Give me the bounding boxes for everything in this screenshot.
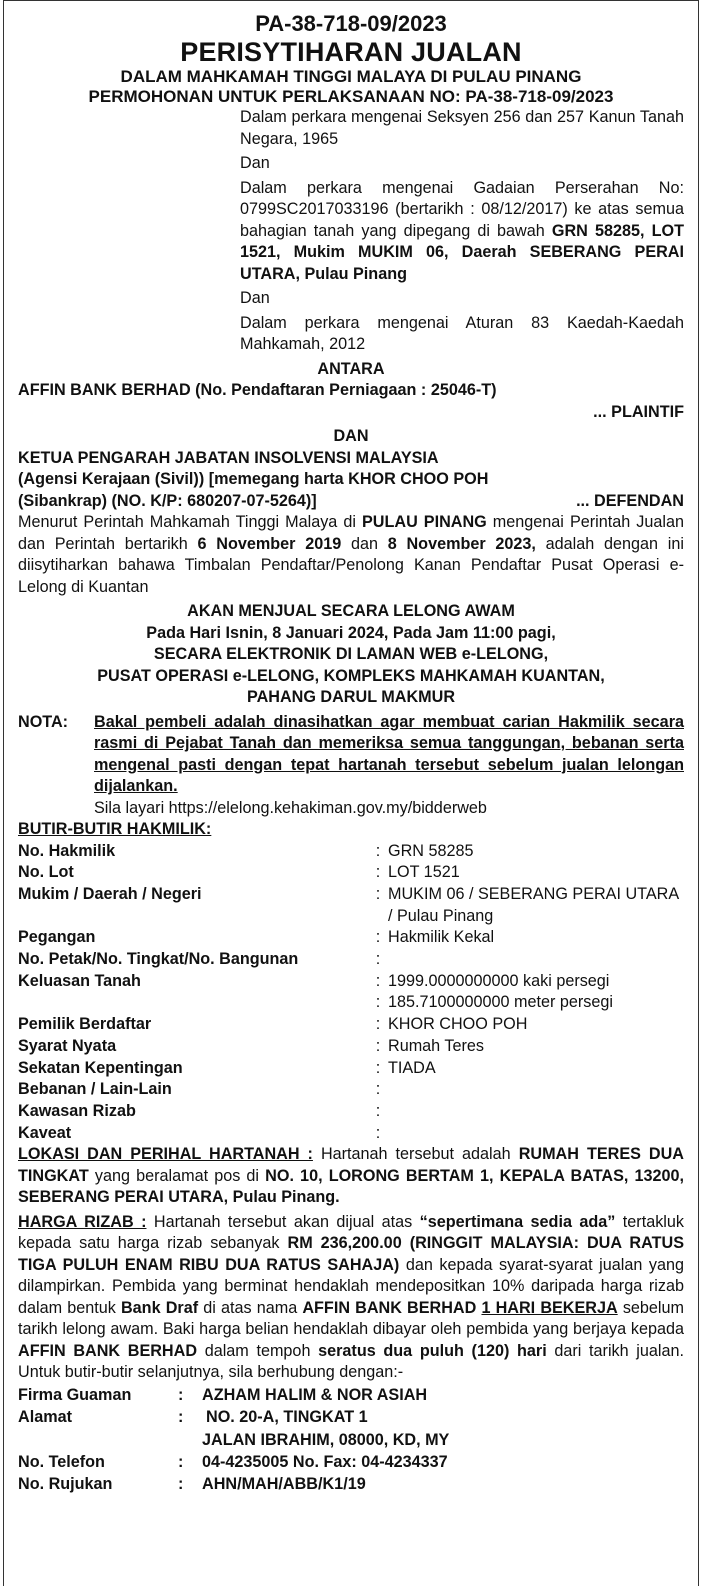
reference-row bbox=[18, 1473, 684, 1495]
title-detail-row bbox=[18, 1101, 684, 1123]
order-text-2: mengenai Perintah Jualan dan Perintah bertarikh bbox=[18, 513, 684, 553]
reserve-text-1: Hartanah tersebut akan dijual atas bbox=[146, 1212, 420, 1231]
reserve-condition: “sepertimana sedia ada” bbox=[419, 1212, 616, 1231]
payee-name-2: AFFIN BANK BERHAD bbox=[18, 1341, 198, 1360]
title-detail-label: No. Petak/No. Tingkat/No. Bangunan bbox=[18, 950, 299, 969]
title-detail-value: GRN 58285 bbox=[388, 841, 474, 860]
firm-row bbox=[18, 1384, 684, 1406]
title-detail-label: Syarat Nyata bbox=[18, 1036, 117, 1055]
auction-line-1: AKAN MENJUAL SECARA LELONG AWAM bbox=[187, 602, 515, 620]
title-detail-value: Rumah Teres bbox=[388, 1036, 484, 1055]
matter-and-1: Dan bbox=[240, 154, 270, 172]
nota-text: Bakal pembeli adalah dinasihatkan agar membuat carian Hakmilik secara rasmi di Pejabat Tanah dan memeriksa semua tanggungan, bebanan serta mengenal pasti dengan tepat hartanah tersebut sebelum jualan lelongan dijalankan. bbox=[94, 712, 684, 795]
sale-notice bbox=[3, 0, 699, 1586]
order-text-3: dan bbox=[341, 534, 388, 553]
title-detail-row bbox=[18, 862, 684, 884]
auction-block bbox=[18, 601, 684, 709]
title-detail-row bbox=[18, 1079, 684, 1101]
title-details-heading: BUTIR-BUTIR HAKMILIK: bbox=[18, 820, 212, 838]
title-detail-label bbox=[18, 992, 368, 1014]
matters-block bbox=[240, 107, 684, 356]
title-detail-colon: : bbox=[375, 1080, 381, 1099]
order-text-1: Menurut Perintah Mahkamah Tinggi Malaya di bbox=[18, 513, 362, 531]
title-detail-label: Mukim / Daerah / Negeri bbox=[18, 884, 202, 903]
title-detail-row bbox=[18, 971, 684, 993]
order-text-4: adalah dengan ini diisytiharkan bahawa Timbalan Pendaftar/Penolong Kanan Pendaftar Pusat Operasi e-Lelong di Kuantan bbox=[18, 534, 684, 596]
phone-colon: : bbox=[178, 1453, 184, 1472]
location-text-2: yang beralamat pos di bbox=[88, 1166, 266, 1185]
title-detail-row bbox=[18, 992, 684, 1014]
firm-value: AZHAM HALIM & NOR ASIAH bbox=[202, 1385, 428, 1404]
title-detail-value bbox=[388, 949, 684, 971]
payee-name: AFFIN BANK BERHAD bbox=[302, 1298, 477, 1317]
payment-method: Bank Draf bbox=[120, 1298, 199, 1317]
title-detail-value: Hakmilik Kekal bbox=[388, 928, 495, 947]
reference-colon: : bbox=[178, 1475, 184, 1494]
application-number: PERMOHONAN UNTUK PERLAKSANAAN NO: PA-38-718-09/2023 bbox=[88, 87, 614, 106]
auction-line-4: PUSAT OPERASI e-LELONG, KOMPLEKS MAHKAMAH KUANTAN, bbox=[97, 666, 605, 685]
reserve-text-8: dari tarikh jualan. Untuk butir-butir selanjutnya, sila berhubung dengan:- bbox=[18, 1341, 685, 1382]
reserve-heading: HARGA RIZAB : bbox=[18, 1212, 147, 1231]
address-colon: : bbox=[178, 1408, 184, 1427]
matter-2-property: GRN 58285, LOT 1521, Mukim MUKIM 06, Daerah SEBERANG PERAI UTARA, Pulau Pinang bbox=[240, 221, 684, 283]
defendant-line-3 bbox=[18, 491, 684, 513]
deposit-deadline: 1 HARI BEKERJA bbox=[481, 1298, 618, 1317]
matter-2-text: Dalam perkara mengenai Gadaian Perserahan No: 0799SC2017033196 (bertarikh : 08/12/2017) ke atas semua bahagian tanah yang dipegang di bawah bbox=[240, 178, 684, 240]
case-number: PA-38-718-09/2023 bbox=[255, 11, 447, 36]
defendant-id: (Sibankrap) (NO. K/P: 680207-07-5264)] bbox=[18, 491, 317, 510]
title-detail-row bbox=[18, 1058, 684, 1080]
matter-3: Dalam perkara mengenai Aturan 83 Kaedah-Kaedah Mahkamah, 2012 bbox=[240, 313, 684, 353]
reference-label: No. Rujukan bbox=[18, 1475, 113, 1494]
nota-link-text: Sila layari https://elelong.kehakiman.gov.my/bidderweb bbox=[94, 798, 487, 817]
order-paragraph bbox=[18, 512, 684, 598]
court-name: DALAM MAHKAMAH TINGGI MALAYA DI PULAU PINANG bbox=[120, 67, 582, 86]
address-row bbox=[18, 1406, 684, 1451]
auction-line-5: PAHANG DARUL MAKMUR bbox=[246, 688, 456, 706]
matter-1: Dalam perkara mengenai Seksyen 256 dan 257 Kanun Tanah Negara, 1965 bbox=[240, 108, 684, 148]
property-address: NO. 10, LORONG BERTAM 1, KEPALA BATAS, 13200, SEBERANG PERAI UTARA, Pulau Pinang. bbox=[18, 1166, 684, 1207]
title-detail-colon: : bbox=[375, 971, 381, 990]
title-detail-label: Pemilik Berdaftar bbox=[18, 1015, 152, 1034]
title-detail-value bbox=[388, 1123, 684, 1145]
title-detail-row bbox=[18, 841, 684, 863]
reserve-text-6: sebelum tarikh lelong awam. Baki harga belian hendaklah dibayar oleh pembida yang berjaya kepada bbox=[18, 1298, 685, 1339]
address-line-2: JALAN IBRAHIM, 08000, KD, MY bbox=[202, 1430, 450, 1449]
auction-line-3: SECARA ELEKTRONIK DI LAMAN WEB e-LELONG, bbox=[153, 645, 549, 663]
title-detail-row bbox=[18, 927, 684, 949]
matter-2 bbox=[240, 178, 684, 286]
defendant-line-2: (Agensi Kerajaan (Sivil)) [memegang harta KHOR CHOO POH bbox=[18, 470, 489, 488]
plaintiff-name: AFFIN BANK BERHAD (No. Pendaftaran Perniagaan : 25046-T) bbox=[18, 381, 497, 399]
title-detail-colon: : bbox=[375, 1123, 381, 1142]
order-date-1: 6 November 2019 bbox=[197, 534, 342, 553]
title-detail-label: Kaveat bbox=[18, 1123, 72, 1142]
defendant-line-1: KETUA PENGARAH JABATAN INSOLVENSI MALAYSIA bbox=[18, 448, 439, 467]
between-label: ANTARA bbox=[317, 359, 385, 378]
title-detail-label: Sekatan Kepentingan bbox=[18, 1058, 183, 1077]
title-detail-label: Bebanan / Lain-Lain bbox=[18, 1080, 172, 1099]
reserve-text-2: tertakluk kepada satu harga rizab sebanyak bbox=[18, 1212, 684, 1253]
order-date-2: 8 November 2023, bbox=[387, 534, 536, 553]
title-details-table bbox=[18, 841, 684, 1145]
nota-block bbox=[18, 712, 684, 820]
reserve-price: RM 236,200.00 (RINGGIT MALAYSIA: DUA RATUS TIGA PULUH ENAM RIBU DUA RATUS SAHAJA) bbox=[18, 1234, 684, 1274]
title-detail-value: MUKIM 06 / SEBERANG PERAI UTARA / Pulau Pinang bbox=[388, 884, 679, 925]
location-text-1: Hartanah tersebut adalah bbox=[312, 1145, 519, 1164]
order-court-location: PULAU PINANG bbox=[362, 513, 487, 531]
title-detail-colon: : bbox=[375, 1036, 381, 1055]
title-detail-row bbox=[18, 949, 684, 971]
reserve-paragraph bbox=[18, 1212, 684, 1384]
title-detail-label: No. Hakmilik bbox=[18, 841, 116, 860]
title-detail-row bbox=[18, 884, 684, 927]
matter-and-2: Dan bbox=[240, 289, 270, 307]
title-detail-label: Pegangan bbox=[18, 928, 96, 947]
location-paragraph bbox=[18, 1144, 684, 1209]
nota-label: NOTA: bbox=[18, 712, 69, 731]
address-value bbox=[202, 1406, 684, 1451]
location-heading: LOKASI DAN PERIHAL HARTANAH : bbox=[18, 1145, 313, 1164]
title-detail-colon: : bbox=[375, 928, 381, 947]
reserve-text-4: di atas nama bbox=[198, 1298, 303, 1317]
payment-period: seratus dua puluh (120) hari bbox=[318, 1341, 547, 1360]
title-detail-value: 1999.0000000000 kaki persegi bbox=[388, 971, 610, 990]
title-detail-colon: : bbox=[375, 950, 381, 969]
title-detail-colon: : bbox=[375, 1101, 381, 1120]
title-detail-label: No. Lot bbox=[18, 863, 74, 882]
title-detail-colon: : bbox=[375, 841, 381, 860]
title-detail-row bbox=[18, 1014, 684, 1036]
notice-title: PERISYTIHARAN JUALAN bbox=[180, 37, 522, 67]
firm-contact-table bbox=[18, 1384, 684, 1496]
defendant-role: ... DEFENDAN bbox=[576, 491, 684, 510]
title-detail-label: Kawasan Rizab bbox=[18, 1101, 136, 1120]
reference-value: AHN/MAH/ABB/K1/19 bbox=[202, 1475, 366, 1494]
address-line-1: NO. 20-A, TINGKAT 1 bbox=[206, 1408, 368, 1427]
title-detail-colon: : bbox=[375, 993, 381, 1012]
title-detail-row bbox=[18, 1123, 684, 1145]
title-detail-colon: : bbox=[375, 863, 381, 882]
reserve-text-3: dan kepada syarat-syarat jualan yang dilampirkan. Pembida yang berminat hendaklah mendepositkan 10% daripada harga rizab dalam bentuk bbox=[18, 1255, 684, 1317]
title-detail-colon: : bbox=[375, 1015, 381, 1034]
title-detail-colon: : bbox=[375, 884, 381, 903]
and-label: DAN bbox=[333, 427, 369, 445]
firm-label: Firma Guaman bbox=[18, 1385, 132, 1404]
title-detail-value: TIADA bbox=[388, 1058, 436, 1077]
nota-body bbox=[94, 712, 684, 820]
title-detail-colon: : bbox=[375, 1058, 381, 1077]
plaintiff-role: ... PLAINTIF bbox=[593, 402, 684, 421]
auction-line-2: Pada Hari Isnin, 8 Januari 2024, Pada Jam 11:00 pagi, bbox=[146, 623, 556, 642]
title-detail-value bbox=[388, 1079, 684, 1101]
title-detail-value bbox=[388, 1101, 684, 1123]
phone-label: No. Telefon bbox=[18, 1453, 105, 1472]
firm-colon: : bbox=[178, 1385, 184, 1404]
property-type: RUMAH TERES DUA TINGKAT bbox=[18, 1145, 684, 1185]
address-label: Alamat bbox=[18, 1408, 72, 1427]
phone-row bbox=[18, 1451, 684, 1473]
title-detail-value: 185.7100000000 meter persegi bbox=[388, 993, 613, 1012]
reserve-text-7: dalam tempoh bbox=[197, 1341, 319, 1360]
title-detail-row bbox=[18, 1036, 684, 1058]
title-detail-label: Keluasan Tanah bbox=[18, 971, 141, 990]
phone-value: 04-4235005 No. Fax: 04-4234337 bbox=[202, 1453, 448, 1472]
title-detail-value: LOT 1521 bbox=[388, 863, 460, 882]
title-detail-value: KHOR CHOO POH bbox=[388, 1015, 528, 1034]
